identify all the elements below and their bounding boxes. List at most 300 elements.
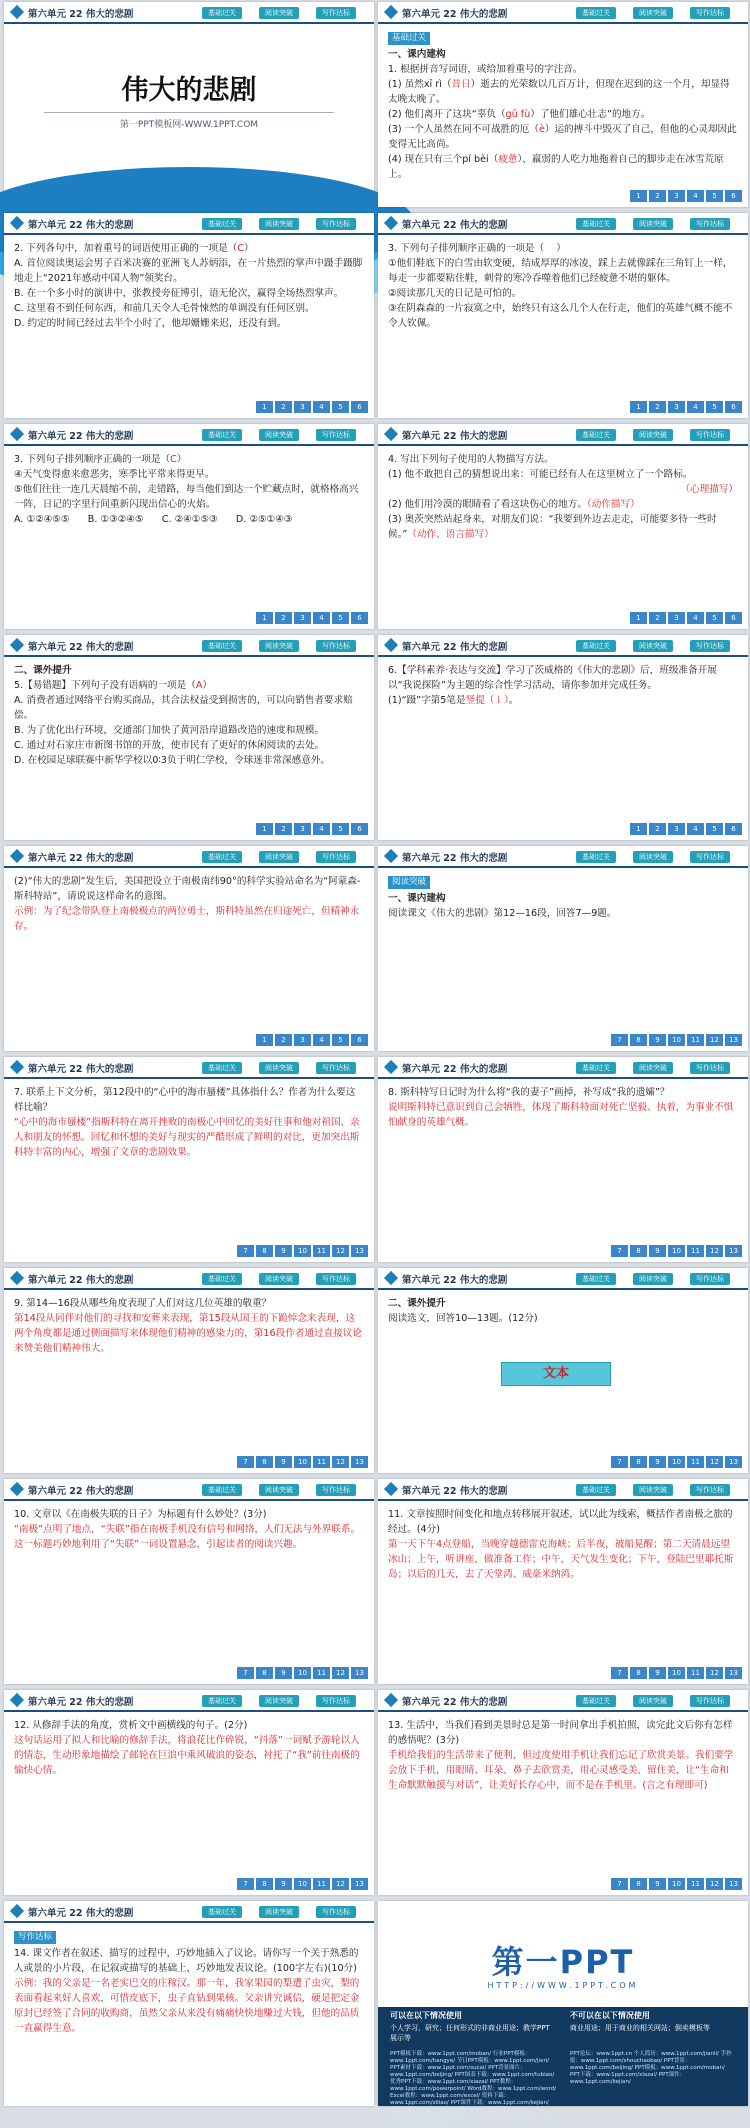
nav-button-reading[interactable]: 阅读突破 <box>633 1484 673 1496</box>
page-nav-button[interactable]: 12 <box>706 1034 723 1046</box>
text-part: (4) 现在只有三个pí bèi（ <box>388 154 499 165</box>
page-nav-button[interactable]: 11 <box>687 1034 704 1046</box>
page-nav-button[interactable]: 3 <box>668 823 685 835</box>
page-nav-button[interactable]: 7 <box>611 1878 628 1890</box>
page-nav-button[interactable]: 8 <box>256 1667 273 1679</box>
page-nav-button[interactable]: 11 <box>313 1878 330 1890</box>
page-nav-button[interactable]: 8 <box>630 1456 647 1468</box>
links-left[interactable]: PPT模板下载：www.1ppt.com/moban/ 行业PPT模板：www.1ppt.com/hangye/ 节日PPT模板：www.1ppt.com/jieri/ PPT素材下载：www.1ppt.com/sucai/ PPT背景图片：www.1ppt.com/beijing/ PPT图表下载：www.1ppt.com/tubiao/ 优秀PPT下载：www.1ppt.com/xiazai/ PPT教程：www.1ppt.com/powerpoint/ Word教程：www.1ppt.com/word/ Excel教程：www.1ppt.com/excel/ 资料下载：www.1ppt.com/ziliao/ PPT课件下载：www.1ppt.com/kejian/ 范文下载：www.1ppt.com/fanwen/ 试卷下载：www.1ppt.com/shiti/ 教案下载：www.1ppt.com/jiaoan/ 字体下载：www.1ppt.com/ziti/ <box>390 2051 557 2127</box>
slide-s19 <box>4 1901 374 2106</box>
page-nav-button[interactable]: 13 <box>725 1034 742 1046</box>
nav-button-writing[interactable]: 写作达标 <box>316 1906 356 1918</box>
page-nav <box>237 1245 368 1257</box>
slide-header <box>4 2 374 24</box>
page-nav-button[interactable]: 13 <box>725 1456 742 1468</box>
page-nav-button[interactable]: 10 <box>294 1667 311 1679</box>
page-nav-button[interactable]: 7 <box>611 1456 628 1468</box>
diamond-icon <box>384 849 398 863</box>
page-nav-button[interactable]: 5 <box>332 823 349 835</box>
nav-button-basic[interactable]: 基础过关 <box>202 7 242 19</box>
unit-title: 第六单元 22 伟大的悲剧 <box>28 642 134 653</box>
text-part: (2) 他们离开了这块“辜负（ <box>388 109 506 120</box>
page-nav-button[interactable]: 13 <box>725 1878 742 1890</box>
page-nav-button[interactable]: 12 <box>332 1667 349 1679</box>
diamond-icon <box>10 1271 24 1285</box>
slide-s12 <box>378 1057 748 1262</box>
page-nav-button[interactable]: 13 <box>725 1667 742 1679</box>
section-tag: 阅读突破 <box>388 876 430 889</box>
page-nav-button[interactable]: 5 <box>706 401 723 413</box>
nav-button-basic[interactable]: 基础过关 <box>576 1484 616 1496</box>
nav-button-writing[interactable]: 写作达标 <box>690 1062 730 1074</box>
page-nav-button[interactable]: 13 <box>351 1245 368 1257</box>
page-nav-button[interactable]: 11 <box>313 1245 330 1257</box>
page-nav-button[interactable]: 10 <box>294 1878 311 1890</box>
nav-button-basic[interactable]: 基础过关 <box>202 1273 242 1285</box>
answer-text: 示例：为了纪念带队登上南极极点的两位勇士，斯科特虽然在归途死亡，但精神永存。 <box>14 906 360 932</box>
page-nav-button[interactable]: 11 <box>313 1456 330 1468</box>
page-nav <box>256 612 368 624</box>
diamond-icon <box>10 1904 24 1918</box>
slide-body <box>388 663 738 818</box>
answer-text: A <box>195 680 203 691</box>
slide-header <box>378 2 748 24</box>
page-nav-button[interactable]: 6 <box>351 612 368 624</box>
nav-button-reading[interactable]: 阅读突破 <box>633 851 673 863</box>
nav-button-basic[interactable]: 基础过关 <box>576 7 616 19</box>
page-nav-button[interactable]: 2 <box>649 612 666 624</box>
page-nav-button[interactable]: 12 <box>706 1667 723 1679</box>
text-part: ）运的搏斗中毁灭了自己，但他的心灵却因此变得无比高尚。 <box>388 124 737 150</box>
page-nav-button[interactable]: 12 <box>706 1878 723 1890</box>
page-nav-button[interactable]: 2 <box>275 401 292 413</box>
page-nav-button[interactable]: 7 <box>237 1456 254 1468</box>
page-nav-button[interactable]: 12 <box>706 1456 723 1468</box>
nav-button-writing[interactable]: 写作达标 <box>690 1695 730 1707</box>
page-nav-button[interactable]: 4 <box>313 401 330 413</box>
text-line <box>14 241 364 256</box>
slide-header <box>378 1690 748 1712</box>
nav-button-reading[interactable]: 阅读突破 <box>259 429 299 441</box>
page-nav-button[interactable]: 2 <box>275 612 292 624</box>
page-nav-button[interactable]: 13 <box>351 1667 368 1679</box>
page-nav-button[interactable]: 5 <box>332 1034 349 1046</box>
slide-body <box>14 1296 364 1451</box>
nav-button-basic[interactable]: 基础过关 <box>202 640 242 652</box>
nav-button-writing[interactable]: 写作达标 <box>316 1273 356 1285</box>
page-nav-button[interactable]: 12 <box>332 1456 349 1468</box>
slide-header <box>4 424 374 446</box>
link-list <box>390 2051 736 2127</box>
page-nav-button[interactable]: 10 <box>294 1456 311 1468</box>
nav-button-basic[interactable]: 基础过关 <box>576 851 616 863</box>
nav-button-writing[interactable]: 写作达标 <box>690 1484 730 1496</box>
page-nav-button[interactable]: 6 <box>725 612 742 624</box>
diamond-icon <box>384 5 398 19</box>
nav-button-reading[interactable]: 阅读突破 <box>259 1695 299 1707</box>
slide-header <box>4 1690 374 1712</box>
text-part: 3. 下列句子排列顺序正确的一项是（ <box>14 454 171 465</box>
diamond-icon <box>10 1482 24 1496</box>
answer-text: è <box>538 124 545 135</box>
nav-button-reading[interactable]: 阅读突破 <box>259 1062 299 1074</box>
diamond-icon <box>10 216 24 230</box>
text-line: 阅读选文，回答10—13题。(12分) <box>388 1313 538 1324</box>
page-nav <box>256 401 368 413</box>
usage-panel <box>378 2007 748 2127</box>
text-line: A. ①②④⑤⑤ B. ①③②④⑤ C. ②④①⑤③ D. ②⑤①④③ <box>14 514 293 525</box>
nav-button-writing[interactable]: 写作达标 <box>316 7 356 19</box>
text-part: ） <box>202 680 213 691</box>
nav-button-basic[interactable]: 基础过关 <box>202 1062 242 1074</box>
unit-title: 第六单元 22 伟大的悲剧 <box>402 853 508 864</box>
text-line <box>14 452 364 467</box>
slide-s7 <box>4 635 374 840</box>
unit-title: 第六单元 22 伟大的悲剧 <box>402 9 508 20</box>
nav-button-writing[interactable]: 写作达标 <box>316 429 356 441</box>
page-nav-button[interactable]: 10 <box>668 1667 685 1679</box>
slide-header <box>4 213 374 235</box>
section-tag: 基础过关 <box>388 32 430 45</box>
page-nav-button[interactable]: 4 <box>687 612 704 624</box>
text-part: ）、羸弱的人吃力地拖着自己的脚步走在冰雪荒原上。 <box>388 154 724 180</box>
page-nav-button[interactable]: 9 <box>275 1667 292 1679</box>
page-nav-button[interactable]: 13 <box>725 1245 742 1257</box>
answer-text: 这句话运用了拟人和比喻的修辞手法，将浪花比作碎锐，“抖落”一词赋予游轮以人的情态，生动形象地描绘了邮轮在巨浪中乘风破浪的姿态，衬托了“我”前往南极的愉快心情。 <box>14 1735 360 1776</box>
slide-s18 <box>378 1690 748 1895</box>
slide-body <box>388 241 738 396</box>
text-line <box>388 512 738 542</box>
page-nav-button[interactable]: 13 <box>351 1456 368 1468</box>
answer-text: 昔日 <box>451 79 471 90</box>
page-nav-button[interactable]: 5 <box>706 190 723 202</box>
nav-button-writing[interactable]: 写作达标 <box>690 1273 730 1285</box>
unit-title: 第六单元 22 伟大的悲剧 <box>402 1064 508 1075</box>
slide-header <box>378 1057 748 1079</box>
nav-button-writing[interactable]: 写作达标 <box>316 218 356 230</box>
page-nav-button[interactable]: 7 <box>237 1878 254 1890</box>
text-line <box>14 678 364 693</box>
page-nav-button[interactable]: 4 <box>313 823 330 835</box>
page-nav-button[interactable]: 9 <box>649 1245 666 1257</box>
slide-header <box>4 1901 374 1923</box>
page-nav-button[interactable]: 12 <box>706 1245 723 1257</box>
slide-body <box>388 1085 738 1240</box>
page-nav-button[interactable]: 7 <box>611 1667 628 1679</box>
page-nav-button[interactable]: 1 <box>256 1034 273 1046</box>
page-nav-button[interactable]: 5 <box>332 612 349 624</box>
nav-button-basic[interactable]: 基础过关 <box>202 1484 242 1496</box>
nav-button-reading[interactable]: 阅读突破 <box>633 1695 673 1707</box>
slide-s16 <box>378 1479 748 1684</box>
page-nav-button[interactable]: 9 <box>275 1245 292 1257</box>
nav-button-writing[interactable]: 写作达标 <box>690 640 730 652</box>
page-nav-button[interactable]: 8 <box>630 1245 647 1257</box>
text-line: ①他们鞋底下的白雪由软变硬，结成厚厚的冰凌，踩上去就像踩在三角钉上一样，每走一步都要粘住鞋，刺骨的寒冷吞噬着他们已经疲惫不堪的躯体。 <box>388 258 733 284</box>
text-part: (3) 一个人虽然在同不可战胜的厄（ <box>388 124 539 135</box>
page-nav-button[interactable]: 9 <box>275 1878 292 1890</box>
unit-title: 第六单元 22 伟大的悲剧 <box>28 1908 134 1919</box>
page-nav-button[interactable]: 7 <box>237 1667 254 1679</box>
nav-button-writing[interactable]: 写作达标 <box>316 1695 356 1707</box>
text-line: 3. 下列句子排列顺序正确的一项是（ ） <box>388 243 566 254</box>
slide-s5 <box>4 424 374 629</box>
nav-button-basic[interactable]: 基础过关 <box>202 1695 242 1707</box>
slide-body <box>14 1718 364 1873</box>
page-nav-button[interactable]: 3 <box>294 1034 311 1046</box>
nav-button-reading[interactable]: 阅读突破 <box>259 1484 299 1496</box>
page-nav-button[interactable]: 5 <box>706 823 723 835</box>
slide-header <box>4 1268 374 1290</box>
text-part: ） <box>176 454 187 465</box>
page-nav-button[interactable]: 8 <box>630 1034 647 1046</box>
diamond-icon <box>384 216 398 230</box>
page-nav-button[interactable]: 4 <box>313 612 330 624</box>
page-nav-button[interactable]: 6 <box>725 401 742 413</box>
answer-text: 第一天下午4点登船，当晚穿越德雷克海峡；后半夜，被船晃醒；第二天清晨远望冰山；上午，听讲座，做准备工作；中午，天气发生变化；下午，登陆巴里耶托斯岛；以后的几天，去了天堂湾、威豪米纳湾。 <box>388 1539 734 1580</box>
text-part: 。 <box>508 695 519 706</box>
page-nav-button[interactable]: 4 <box>687 823 704 835</box>
text-line: (2)“伟大的悲剧”发生后，美国把设立于南极南纬90°的科学实验站命名为“阿蒙森-斯科特站”，请说说这样命名的意图。 <box>14 876 361 902</box>
page-nav-button[interactable]: 8 <box>256 1456 273 1468</box>
nav-button-writing[interactable]: 写作达标 <box>690 218 730 230</box>
page-nav-button[interactable]: 6 <box>351 823 368 835</box>
page-nav-button[interactable]: 11 <box>687 1667 704 1679</box>
slide-body <box>388 452 738 607</box>
page-nav-button[interactable]: 7 <box>237 1245 254 1257</box>
text-line <box>388 122 738 152</box>
nav-button-writing[interactable]: 写作达标 <box>690 429 730 441</box>
page-nav <box>630 190 742 202</box>
text-part: (3) 奥茨突然站起身来，对朋友们说：“我要到外边去走走，可能要多待一些时候。” <box>388 514 717 540</box>
text-line: 二、课外提升 <box>14 665 72 676</box>
nav-button-basic[interactable]: 基础过关 <box>202 1906 242 1918</box>
nav-button-writing[interactable]: 写作达标 <box>316 1062 356 1074</box>
page-nav-button[interactable]: 3 <box>668 190 685 202</box>
diamond-icon <box>10 849 24 863</box>
page-nav-button[interactable]: 1 <box>630 823 647 835</box>
page-nav-button[interactable]: 8 <box>630 1878 647 1890</box>
usage-text: 个人学习、研究；任何形式的非商业用途；教学PPT展示等 <box>390 2024 550 2042</box>
page-nav-button[interactable]: 5 <box>706 612 723 624</box>
page-nav-button[interactable]: 6 <box>351 401 368 413</box>
text-line: 1. 根据拼音写词语，或给加着重号的字注音。 <box>388 64 583 75</box>
text-line: 10. 文章以《在南极失联的日子》为标题有什么妙处？(3分) <box>14 1509 267 1520</box>
page-nav-button[interactable]: 8 <box>256 1878 273 1890</box>
links-right[interactable]: PPT论坛：www.1ppt.cn 个人简历：www.1ppt.com/jianli/ 手抄报：www.1ppt.com/shouchaobao/ PPT背景：www.1ppt.com/beijing/ PPT模板：www.1ppt.com/moban/ PPT下载：www.1ppt.com/xiazai/ PPT课件：www.1ppt.com/kejian/ <box>569 2051 732 2085</box>
nav-button-reading[interactable]: 阅读突破 <box>633 218 673 230</box>
usage-heading: 可以在以下情况使用 <box>390 2011 462 2020</box>
diamond-icon <box>10 5 24 19</box>
answer-text: “心中的海市蜃楼”指斯科特在离开挫败的南极心中回忆的美好往事和他对祖国、亲人和朋友的怀想。回忆和怀想的美好与现实的严酷形成了鲜明的对比，更加突出斯科特丰富的内心，增强了文章的悲剧效果。 <box>14 1117 360 1158</box>
nav-button-basic[interactable]: 基础过关 <box>576 1273 616 1285</box>
text-line <box>388 152 738 182</box>
page-nav-button[interactable]: 10 <box>668 1456 685 1468</box>
slide-body <box>14 874 364 1029</box>
page-nav-button[interactable]: 4 <box>687 190 704 202</box>
answer-text: 竖提（㇙） <box>465 695 509 706</box>
page-nav-button[interactable]: 13 <box>351 1878 368 1890</box>
slide-body <box>14 1507 364 1662</box>
page-nav-button[interactable]: 2 <box>649 401 666 413</box>
page-nav-button[interactable]: 1 <box>256 823 273 835</box>
slide-s4 <box>378 213 748 418</box>
page-nav-button[interactable]: 2 <box>649 190 666 202</box>
text-part: (1)“蹑”字第5笔是 <box>388 695 466 706</box>
text-part: (1) 虽然xī rì（ <box>388 79 452 90</box>
page-nav-button[interactable]: 11 <box>687 1878 704 1890</box>
nav-button-basic[interactable]: 基础过关 <box>576 640 616 652</box>
usage-text: 商业用途；用于商业的相关网站；倒卖模板等 <box>569 2024 710 2032</box>
page-nav-button[interactable]: 11 <box>687 1456 704 1468</box>
slide-header <box>378 1479 748 1501</box>
page-nav-button[interactable]: 5 <box>332 401 349 413</box>
page-nav-button[interactable]: 11 <box>313 1667 330 1679</box>
page-nav-button[interactable]: 2 <box>649 823 666 835</box>
page-nav-button[interactable]: 10 <box>294 1245 311 1257</box>
diamond-icon <box>384 1271 398 1285</box>
nav-button-writing[interactable]: 写作达标 <box>316 851 356 863</box>
slide-body <box>388 1718 738 1873</box>
diamond-icon <box>384 1693 398 1707</box>
page-nav-button[interactable]: 1 <box>630 612 647 624</box>
nav-button-writing[interactable]: 写作达标 <box>690 851 730 863</box>
answer-text: （动作、语言描写） <box>407 529 494 540</box>
page-nav-button[interactable]: 3 <box>294 401 311 413</box>
page-nav-button[interactable]: 9 <box>275 1456 292 1468</box>
nav-button-reading[interactable]: 阅读突破 <box>633 1273 673 1285</box>
text-part: ） <box>243 243 254 254</box>
page-nav-button[interactable]: 6 <box>725 190 742 202</box>
nav-button-basic[interactable]: 基础过关 <box>576 1062 616 1074</box>
brand-logo: 第一PPT <box>491 1943 635 1981</box>
text-line <box>388 77 738 107</box>
nav-button-writing[interactable]: 写作达标 <box>316 1484 356 1496</box>
page-nav-button[interactable]: 7 <box>611 1245 628 1257</box>
text-line: 13. 生活中，当我们看到美景时总是第一时间拿出手机拍照，读完此文后你有怎样的感悟呢？(3分) <box>388 1720 733 1746</box>
page-nav-button[interactable]: 2 <box>275 823 292 835</box>
slide-s15 <box>4 1479 374 1684</box>
nav-button-basic[interactable]: 基础过关 <box>202 851 242 863</box>
page-nav-button[interactable]: 9 <box>649 1667 666 1679</box>
page-nav-button[interactable]: 10 <box>668 1245 685 1257</box>
section-tag-line <box>14 1929 364 1946</box>
nav-button-reading[interactable]: 阅读突破 <box>633 640 673 652</box>
text-line: D. 约定的时间已经过去半个小时了，他却姗姗来迟，还没有到。 <box>14 318 287 329</box>
page-nav-button[interactable]: 1 <box>256 401 273 413</box>
page-nav-button[interactable]: 6 <box>725 823 742 835</box>
unit-title: 第六单元 22 伟大的悲剧 <box>402 642 508 653</box>
unit-title: 第六单元 22 伟大的悲剧 <box>28 853 134 864</box>
page-nav-button[interactable]: 7 <box>611 1034 628 1046</box>
page-nav-button[interactable]: 10 <box>668 1034 685 1046</box>
nav-button-basic[interactable]: 基础过关 <box>202 218 242 230</box>
page-nav-button[interactable]: 3 <box>668 612 685 624</box>
nav-button-reading[interactable]: 阅读突破 <box>259 851 299 863</box>
slide-body <box>14 1929 364 2084</box>
page-nav-button[interactable]: 1 <box>630 190 647 202</box>
nav-button-reading[interactable]: 阅读突破 <box>633 1062 673 1074</box>
page-nav-button[interactable]: 4 <box>687 401 704 413</box>
page-nav-button[interactable]: 12 <box>332 1245 349 1257</box>
page-nav-button[interactable]: 8 <box>256 1245 273 1257</box>
text-part: ）逝去的光荣数以几百万计，但现在迟到的这一个月，却显得太晚太晚了。 <box>388 79 730 105</box>
page-nav-button[interactable]: 10 <box>668 1878 685 1890</box>
page-nav <box>630 612 742 624</box>
text-line <box>388 693 738 708</box>
text-line: 12. 从修辞手法的角度，赏析文中画横线的句子。(2分) <box>14 1720 248 1731</box>
nav-button-reading[interactable]: 阅读突破 <box>259 1906 299 1918</box>
slide-s8 <box>378 635 748 840</box>
nav-button-reading[interactable]: 阅读突破 <box>633 7 673 19</box>
page-nav <box>611 1456 742 1468</box>
unit-title: 第六单元 22 伟大的悲剧 <box>28 1486 134 1497</box>
text-link-button[interactable]: 文本 <box>501 1362 611 1386</box>
slide-body <box>14 1085 364 1240</box>
page-nav-button[interactable]: 2 <box>275 1034 292 1046</box>
text-line: A. 首位阅读奥运会男子百米决赛的亚洲飞人苏炳添，在一片热烈的掌声中蹑手蹑脚地走上“2021年感动中国人物”领奖台。 <box>14 258 363 284</box>
page-nav-button[interactable]: 8 <box>630 1667 647 1679</box>
answer-text: 疲惫 <box>498 154 518 165</box>
text-part: 2. 下列各句中，加着重号的词语使用正确的一项是（ <box>14 243 238 254</box>
nav-button-reading[interactable]: 阅读突破 <box>259 640 299 652</box>
page-nav-button[interactable]: 1 <box>256 612 273 624</box>
nav-button-reading[interactable]: 阅读突破 <box>259 7 299 19</box>
page-nav <box>611 1667 742 1679</box>
nav-button-reading[interactable]: 阅读突破 <box>259 1273 299 1285</box>
unit-title: 第六单元 22 伟大的悲剧 <box>402 1697 508 1708</box>
page-nav <box>237 1456 368 1468</box>
page-nav-button[interactable]: 1 <box>630 401 647 413</box>
page-nav-button[interactable]: 9 <box>649 1456 666 1468</box>
unit-title: 第六单元 22 伟大的悲剧 <box>28 1697 134 1708</box>
nav-button-basic[interactable]: 基础过关 <box>576 218 616 230</box>
page-nav-button[interactable]: 3 <box>294 612 311 624</box>
slide-header <box>4 1479 374 1501</box>
text-line: C. 通过对石家庄市新图书馆的开放，使市民有了更好的休闲阅读的去处。 <box>14 740 325 751</box>
text-line: A. 消费者通过网络平台购买商品，其合法权益受到损害的，可以向销售者要求赔偿。 <box>14 695 353 721</box>
slide-s10 <box>378 846 748 1051</box>
nav-button-basic[interactable]: 基础过关 <box>576 429 616 441</box>
answer-text: 示例：我的父亲是一名老实巴交的庄稼汉。那一年，我家果园的梨遭了虫灾，梨的表面看起来好人喜欢，可惜皮底下，虫子直钻到果核。父亲讲究诚信，硬是把定金原封已经签了合同的收购商，虽然父亲从来没有痛痛快快地赚过大钱，但他的品质一直赢得生意。 <box>14 1978 360 2034</box>
nav-button-basic[interactable]: 基础过关 <box>202 429 242 441</box>
page-nav-button[interactable]: 4 <box>313 1034 330 1046</box>
page-nav-button[interactable]: 3 <box>668 401 685 413</box>
page-nav-button[interactable]: 9 <box>649 1034 666 1046</box>
page-nav-button[interactable]: 3 <box>294 823 311 835</box>
page-nav <box>256 1034 368 1046</box>
usage-columns <box>390 2011 736 2043</box>
page-nav-button[interactable]: 9 <box>649 1878 666 1890</box>
nav-button-writing[interactable]: 写作达标 <box>690 7 730 19</box>
text-line <box>388 497 738 512</box>
nav-button-reading[interactable]: 阅读突破 <box>259 218 299 230</box>
unit-title: 第六单元 22 伟大的悲剧 <box>28 220 134 231</box>
slide-header <box>4 846 374 868</box>
page-nav-button[interactable]: 6 <box>351 1034 368 1046</box>
nav-button-basic[interactable]: 基础过关 <box>576 1695 616 1707</box>
text-part: (2) 他们用冷漠的眼睛看了看这块伤心的地方。 <box>388 499 587 510</box>
nav-button-writing[interactable]: 写作达标 <box>316 640 356 652</box>
slide-s6 <box>378 424 748 629</box>
page-nav-button[interactable]: 12 <box>332 1878 349 1890</box>
page-nav-button[interactable]: 11 <box>687 1245 704 1257</box>
text-line: 阅读课文《伟大的悲剧》第12—16段，回答7—9题。 <box>388 908 617 919</box>
answer-text: gū fù <box>505 109 531 120</box>
nav-button-reading[interactable]: 阅读突破 <box>633 429 673 441</box>
page-nav <box>611 1878 742 1890</box>
text-line: 7. 联系上下文分析，第12段中的“心中的海市蜃楼”具体指什么？作者为什么要这样比喻？ <box>14 1087 356 1113</box>
